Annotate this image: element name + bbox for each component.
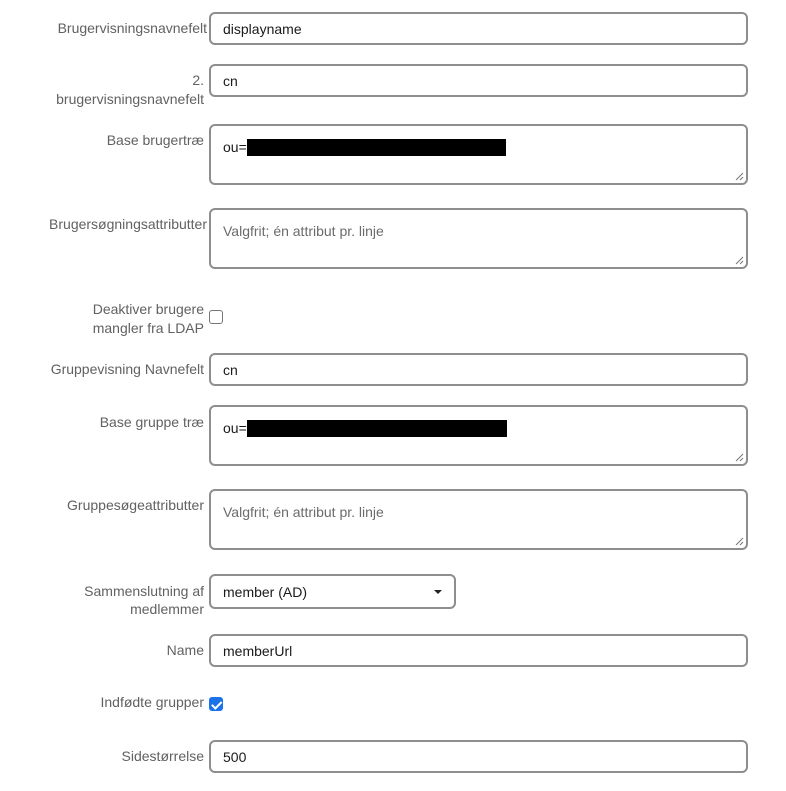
group-display-name-value: cn: [223, 361, 238, 378]
resize-handle-icon[interactable]: [735, 453, 744, 462]
page-size-label: Sidestørrelse: [121, 748, 204, 764]
base-group-tree-textarea[interactable]: [209, 405, 748, 466]
display-name2-value: cn: [223, 72, 238, 89]
member-assoc-label-line2: medlemmer: [130, 601, 204, 617]
user-search-attrs-label: Brugersøgningsattributter: [49, 216, 207, 232]
base-user-tree-label: Base brugertræ: [106, 132, 204, 148]
native-groups-checkbox[interactable]: [209, 697, 223, 711]
disable-missing-users-checkbox[interactable]: [209, 310, 223, 324]
group-display-name-label: Gruppevisning Navnefelt: [50, 361, 204, 377]
display-name-label: Brugervisningsnavnefelt: [57, 20, 207, 36]
name-label: Name: [166, 642, 204, 658]
display-name-value: displayname: [223, 20, 302, 37]
group-display-name-input[interactable]: [209, 353, 748, 386]
group-search-attrs-textarea[interactable]: [209, 489, 748, 550]
redacted-block: [247, 139, 506, 156]
display-name2-input[interactable]: [209, 64, 748, 97]
member-assoc-select[interactable]: [209, 574, 456, 609]
name-input[interactable]: [209, 634, 748, 667]
page-size-input[interactable]: [209, 740, 748, 773]
display-name-input[interactable]: [209, 12, 748, 45]
name-value: memberUrl: [223, 642, 293, 659]
member-assoc-selected: member (AD): [223, 583, 308, 600]
group-search-attrs-label: Gruppesøgeattributter: [67, 497, 204, 513]
base-group-tree-value: ou=: [223, 420, 247, 436]
chevron-down-icon: [434, 590, 442, 594]
native-groups-label: Indfødte grupper: [100, 694, 204, 710]
disable-missing-users-label-line1: Deaktiver brugere: [92, 301, 204, 317]
page-size-value: 500: [223, 748, 247, 765]
resize-handle-icon[interactable]: [735, 537, 744, 546]
user-search-attrs-placeholder: Valgfrit; én attribut pr. linje: [223, 223, 384, 239]
group-search-attrs-placeholder: Valgfrit; én attribut pr. linje: [223, 504, 384, 520]
disable-missing-users-label-line2: mangler fra LDAP: [92, 320, 204, 336]
resize-handle-icon[interactable]: [735, 172, 744, 181]
base-group-tree-label: Base gruppe træ: [99, 414, 204, 430]
base-user-tree-value: ou=: [223, 139, 247, 155]
base-user-tree-textarea[interactable]: [209, 124, 748, 185]
member-assoc-label-line1: Sammenslutning af: [84, 583, 204, 599]
user-search-attrs-textarea[interactable]: [209, 208, 748, 269]
display-name2-label-line1: 2.: [192, 72, 204, 88]
display-name2-label-line2: brugervisningsnavnefelt: [56, 91, 204, 107]
resize-handle-icon[interactable]: [735, 256, 744, 265]
redacted-block: [247, 420, 507, 437]
